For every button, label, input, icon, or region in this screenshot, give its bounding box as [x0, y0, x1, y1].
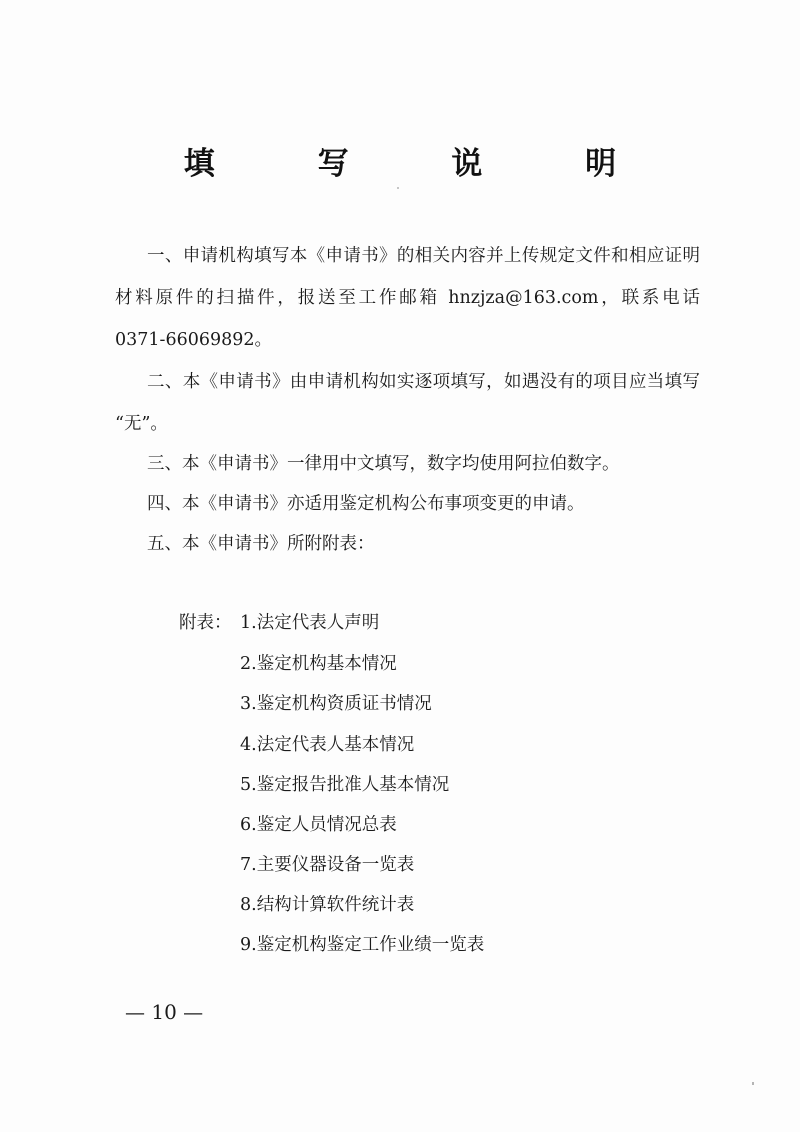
instruction-2-line-1 [147, 368, 700, 393]
instruction-4: 四、本《申请书》亦适用鉴定机构公布事项变更的申请。 [147, 494, 585, 514]
instruction-1-line-2 [115, 284, 700, 309]
instruction-5: 五、本《申请书》所附附表： [147, 534, 375, 554]
attachment-item: 9.鉴定机构鉴定工作业绩一览表 [240, 935, 485, 955]
instruction-1-text-1: 一、申请机构填写本《申请书》的相关内容并上传规定文件和相应证明 [147, 246, 700, 266]
instruction-1-text-2: 材料原件的扫描件，报送至工作邮箱 hnzjza@163.com，联系电话 [115, 288, 700, 308]
page-title: 填 写 说 明 [183, 146, 663, 182]
attachment-item: 7.主要仪器设备一览表 [240, 855, 415, 875]
attachment-item: 2.鉴定机构基本情况 [240, 654, 397, 674]
scan-mark [752, 1082, 754, 1085]
attachment-item: 8.结构计算软件统计表 [240, 895, 415, 915]
instruction-2-line-2: “无”。 [115, 414, 168, 434]
attachment-item: 5.鉴定报告批准人基本情况 [240, 775, 450, 795]
instruction-2-text-1: 二、本《申请书》由申请机构如实逐项填写，如遇没有的项目应当填写 [147, 372, 700, 392]
instruction-1-line-3: 0371-66069892。 [115, 330, 273, 350]
page-number: — 10 — [125, 1000, 204, 1024]
scan-dot [397, 187, 399, 189]
attachments-label: 附表： [179, 613, 232, 633]
attachment-item: 3.鉴定机构资质证书情况 [240, 694, 432, 714]
instruction-1-line-1 [147, 242, 700, 267]
attachment-item: 4.法定代表人基本情况 [240, 735, 415, 755]
attachment-item: 6.鉴定人员情况总表 [240, 815, 397, 835]
attachment-item: 1.法定代表人声明 [240, 613, 380, 633]
instruction-3: 三、本《申请书》一律用中文填写，数字均使用阿拉伯数字。 [147, 454, 620, 474]
